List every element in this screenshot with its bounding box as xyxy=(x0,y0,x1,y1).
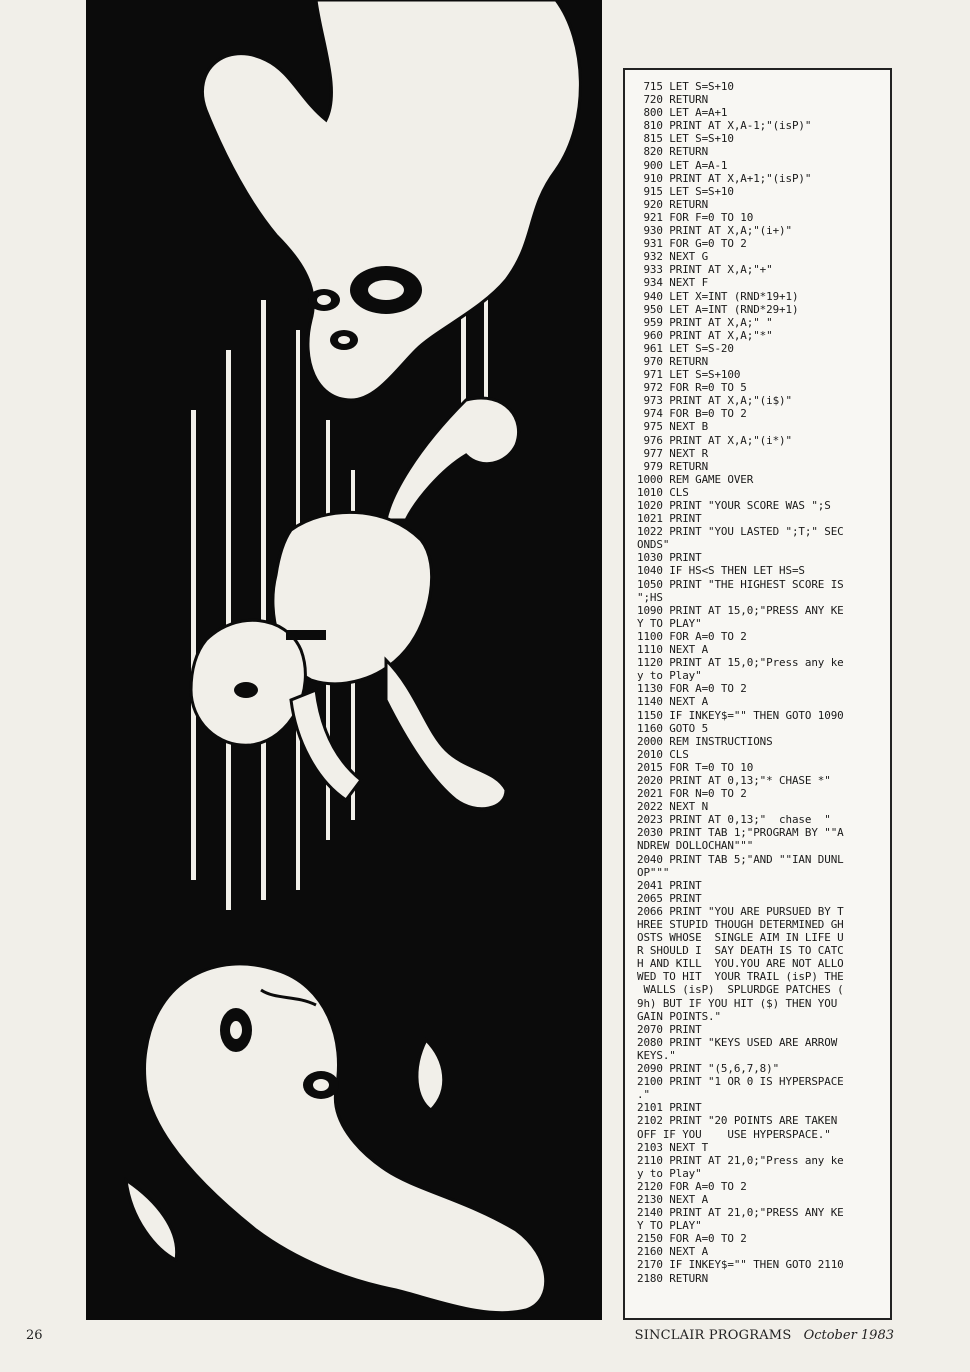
code-line: 1090 PRINT AT 15,0;"PRESS ANY KE xyxy=(637,603,844,617)
code-line: 2010 CLS xyxy=(637,747,689,761)
code-line: 2022 NEXT N xyxy=(637,800,709,814)
code-line: 2020 PRINT AT 0,13;"* CHASE *" xyxy=(637,773,831,787)
code-line: 2040 PRINT TAB 5;"AND ""IAN DUNL xyxy=(637,852,844,866)
code-line: WED TO HIT YOUR TRAIL (isP) THE xyxy=(637,970,844,984)
code-line: 933 PRINT AT X,A;"+" xyxy=(637,263,773,277)
code-line: 979 RETURN xyxy=(637,459,709,473)
code-line: 1050 PRINT "THE HIGHEST SCORE IS xyxy=(637,577,844,591)
code-line: y to Play" xyxy=(637,669,702,683)
code-line: ";HS xyxy=(637,590,663,604)
code-line: 934 NEXT F xyxy=(637,276,709,290)
code-line: 1130 FOR A=0 TO 2 xyxy=(637,682,747,696)
code-line: Y TO PLAY" xyxy=(637,1219,702,1233)
code-line: 972 FOR R=0 TO 5 xyxy=(637,381,747,395)
code-line: 2103 NEXT T xyxy=(637,1140,709,1154)
code-line: 921 FOR F=0 TO 10 xyxy=(637,210,754,224)
code-line: 2130 NEXT A xyxy=(637,1192,709,1206)
code-line: 2041 PRINT xyxy=(637,878,702,892)
code-line: ." xyxy=(637,1088,650,1102)
code-line: 1160 GOTO 5 xyxy=(637,721,709,735)
code-line: ONDS" xyxy=(637,538,670,552)
code-line: 1150 IF INKEY$="" THEN GOTO 1090 xyxy=(637,708,844,722)
code-line: OFF IF YOU USE HYPERSPACE." xyxy=(637,1127,831,1141)
code-line: 9h) BUT IF YOU HIT ($) THEN YOU xyxy=(637,996,838,1010)
ghost-top xyxy=(202,0,580,400)
code-line: 2180 RETURN xyxy=(637,1271,709,1285)
code-line: 2100 PRINT "1 OR 0 IS HYPERSPACE xyxy=(637,1075,844,1089)
code-line: WALLS (isP) SPLURDGE PATCHES ( xyxy=(637,983,844,997)
code-line: GAIN POINTS." xyxy=(637,1009,721,1023)
code-line: 810 PRINT AT X,A-1;"(isP)" xyxy=(637,119,812,133)
code-line: 974 FOR B=0 TO 2 xyxy=(637,407,747,421)
code-line: 2030 PRINT TAB 1;"PROGRAM BY ""A xyxy=(637,826,844,840)
code-line: 2140 PRINT AT 21,0;"PRESS ANY KE xyxy=(637,1206,844,1220)
code-line: 930 PRINT AT X,A;"(i+)" xyxy=(637,224,792,238)
code-line: 1021 PRINT xyxy=(637,512,702,526)
code-line: 820 RETURN xyxy=(637,145,709,159)
code-line: 2000 REM INSTRUCTIONS xyxy=(637,734,773,748)
code-line: 2065 PRINT xyxy=(637,891,702,905)
code-line: OP""" xyxy=(637,865,670,879)
code-line: 970 RETURN xyxy=(637,354,709,368)
code-line: R SHOULD I SAY DEATH IS TO CATC xyxy=(637,944,844,958)
code-line: 976 PRINT AT X,A;"(i*)" xyxy=(637,433,792,447)
code-line: OSTS WHOSE SINGLE AIM IN LIFE U xyxy=(637,931,844,945)
code-line: NDREW DOLLOCHAN""" xyxy=(637,839,754,853)
code-line: 2023 PRINT AT 0,13;" chase " xyxy=(637,813,831,827)
code-line: 2160 NEXT A xyxy=(637,1245,709,1259)
code-line: HREE STUPID THOUGH DETERMINED GH xyxy=(637,918,844,931)
code-line: 720 RETURN xyxy=(637,93,709,107)
code-line: 915 LET S=S+10 xyxy=(637,184,734,198)
code-line: 961 LET S=S-20 xyxy=(637,341,734,355)
code-line: 920 RETURN xyxy=(637,197,709,211)
code-line: 2070 PRINT xyxy=(637,1022,702,1036)
footer-publication xyxy=(635,1328,894,1343)
code-line: 975 NEXT B xyxy=(637,420,709,434)
code-line: 977 NEXT R xyxy=(637,446,709,460)
code-line: 2101 PRINT xyxy=(637,1101,702,1115)
code-line: 959 PRINT AT X,A;" " xyxy=(637,315,773,329)
code-line: 2120 FOR A=0 TO 2 xyxy=(637,1179,747,1193)
ghost-chase-illustration xyxy=(86,0,602,1320)
code-line: 940 LET X=INT (RND*19+1) xyxy=(637,289,799,303)
code-line: 971 LET S=S+100 xyxy=(637,368,741,382)
code-line: 800 LET A=A+1 xyxy=(637,106,728,120)
page-number: 26 xyxy=(26,1328,43,1343)
code-line: 932 NEXT G xyxy=(637,250,709,264)
code-line: 910 PRINT AT X,A+1;"(isP)" xyxy=(637,171,812,185)
code-line: 1000 REM GAME OVER xyxy=(637,472,754,486)
code-line: 1020 PRINT "YOUR SCORE WAS ";S xyxy=(637,499,831,512)
code-line: H AND KILL YOU.YOU ARE NOT ALLO xyxy=(637,957,844,971)
code-line: 960 PRINT AT X,A;"*" xyxy=(637,328,773,342)
code-line: 2102 PRINT "20 POINTS ARE TAKEN xyxy=(637,1114,838,1128)
code-line: 2090 PRINT "(5,6,7,8)" xyxy=(637,1062,780,1076)
code-line: 2150 FOR A=0 TO 2 xyxy=(637,1232,747,1246)
code-line: 1110 NEXT A xyxy=(637,643,709,657)
code-line: 973 PRINT AT X,A;"(i$)" xyxy=(637,394,792,408)
code-line: KEYS." xyxy=(637,1048,676,1062)
code-line: 715 LET S=S+10 xyxy=(637,80,734,93)
code-line: y to Play" xyxy=(637,1166,702,1180)
publication-name: SINCLAIR PROGRAMS xyxy=(634,1328,792,1343)
code-line: 1040 IF HS<S THEN LET HS=S xyxy=(637,564,805,578)
ghost-bottom xyxy=(126,964,546,1313)
basic-program-listing xyxy=(623,68,892,1320)
code-line: 931 FOR G=0 TO 2 xyxy=(637,237,747,251)
code-line: 2021 FOR N=0 TO 2 xyxy=(637,787,747,801)
code-line: 815 LET S=S+10 xyxy=(637,132,734,146)
code-line: 2110 PRINT AT 21,0;"Press any ke xyxy=(637,1153,844,1167)
code-line: 950 LET A=INT (RND*29+1) xyxy=(637,302,799,316)
issue-date: October 1983 xyxy=(803,1328,894,1343)
code-line: 2066 PRINT "YOU ARE PURSUED BY T xyxy=(637,904,844,918)
code-line: 1022 PRINT "YOU LASTED ";T;" SEC xyxy=(637,525,844,539)
code-line: 1010 CLS xyxy=(637,485,689,499)
code-line: 2170 IF INKEY$="" THEN GOTO 2110 xyxy=(637,1258,844,1272)
code-line: 1030 PRINT xyxy=(637,551,702,565)
code-line: Y TO PLAY" xyxy=(637,616,702,630)
code-line: 1120 PRINT AT 15,0;"Press any ke xyxy=(637,656,844,670)
code-line: 1100 FOR A=0 TO 2 xyxy=(637,629,747,643)
code-line: 1140 NEXT A xyxy=(637,695,709,709)
code-line: 900 LET A=A-1 xyxy=(637,158,728,172)
code-line: 2080 PRINT "KEYS USED ARE ARROW xyxy=(637,1035,838,1049)
code-line: 2015 FOR T=0 TO 10 xyxy=(637,760,754,774)
